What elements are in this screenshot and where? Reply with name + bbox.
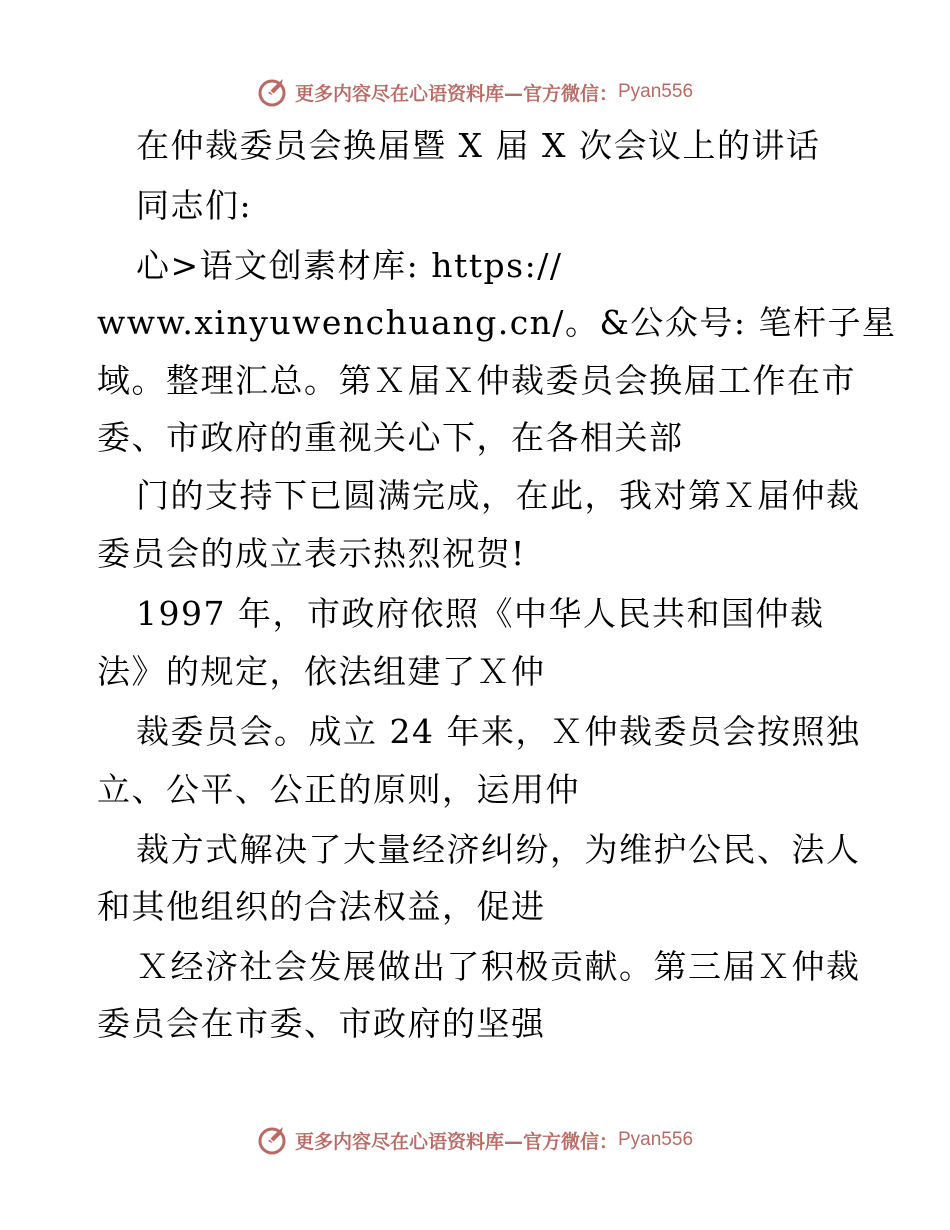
text-line: 和其他组织的合法权益，促进 <box>97 887 546 926</box>
footer-watermark <box>0 1120 950 1160</box>
text-line: 门的支持下已圆满完成，在此，我对第Ｘ届仲裁 <box>136 476 861 515</box>
text-line: 委、市政府的重视关心下，在各相关部 <box>97 418 684 457</box>
text-line: 裁方式解决了大量经济纠纷，为维护公民、法人 <box>136 830 861 869</box>
text-line: 委员会在市委、市政府的坚强 <box>97 1004 546 1043</box>
text-line: 1997 年，市政府依照《中华人民共和国仲裁 <box>136 594 825 633</box>
watermark-wechat-id: Pyan556 <box>618 81 694 102</box>
watermark-text: 更多内容尽在心语资料库—官方微信： <box>294 1130 618 1153</box>
document-title: 在仲裁委员会换届暨 X 届 X 次会议上的讲话 <box>136 126 821 165</box>
pen-logo-icon <box>257 1123 291 1157</box>
text-line: Ｘ经济社会发展做出了积极贡献。第三届Ｘ仲裁 <box>136 947 861 986</box>
text-line: 委员会的成立表示热烈祝贺! <box>97 534 526 573</box>
watermark-text: 更多内容尽在心语资料库—官方微信： <box>294 82 618 105</box>
text-line: www.xinyuwenchuang.cn/。&公众号: 笔杆子星 <box>97 303 897 342</box>
text-line: 域。整理汇总。第Ｘ届Ｘ仲裁委员会换届工作在市 <box>97 361 856 400</box>
text-line: 同志们: <box>136 186 253 225</box>
text-line: 裁委员会。成立 24 年来，Ｘ仲裁委员会按照独 <box>136 712 861 751</box>
watermark-wechat-id: Pyan556 <box>618 1129 694 1150</box>
text-line: 立、公平、公正的原则，运用仲 <box>97 770 580 809</box>
text-line: 心>语文创素材库: https:// <box>136 246 563 285</box>
text-line: 法》的规定，依法组建了Ｘ仲 <box>97 652 546 691</box>
